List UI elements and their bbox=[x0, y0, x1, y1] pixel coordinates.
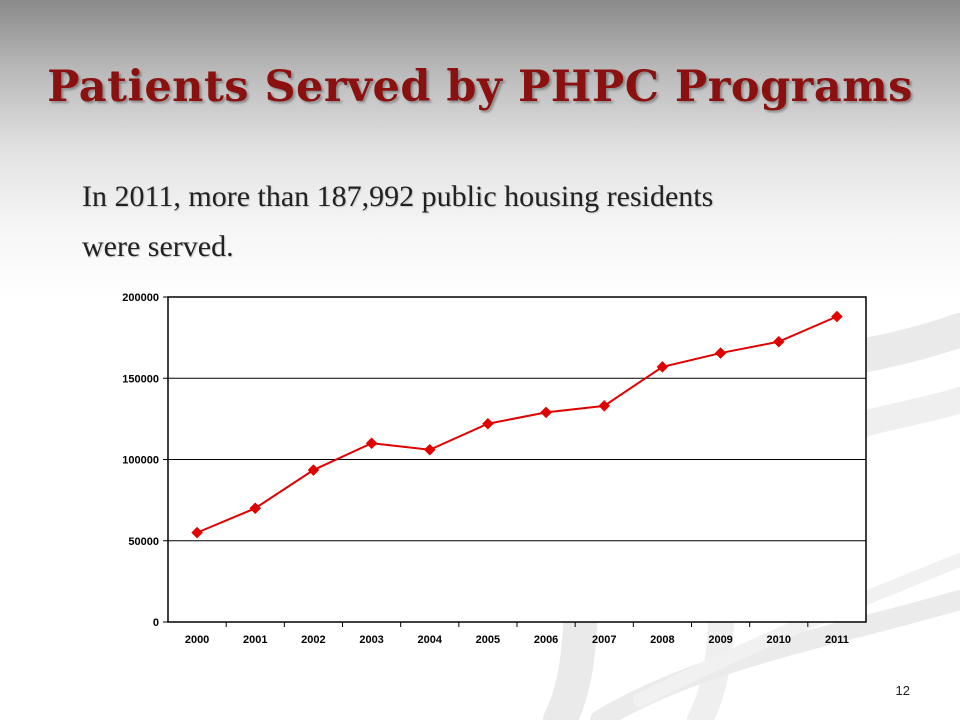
subtitle-line-1: In 2011, more than 187,992 public housing residents bbox=[82, 180, 714, 213]
subtitle-line-2: were served. bbox=[82, 230, 234, 263]
x-tick-label: 2002 bbox=[301, 634, 326, 646]
x-tick-label: 2007 bbox=[592, 634, 617, 646]
y-tick-label: 50000 bbox=[128, 535, 159, 548]
x-tick-label: 2011 bbox=[824, 634, 849, 646]
x-tick-label: 2005 bbox=[475, 634, 501, 646]
y-tick-label: 100000 bbox=[122, 454, 159, 467]
x-tick-label: 2010 bbox=[766, 634, 791, 646]
page-number: 12 bbox=[895, 683, 910, 698]
x-tick-label: 2009 bbox=[708, 634, 733, 646]
x-tick-label: 2000 bbox=[184, 634, 210, 646]
y-tick-label: 150000 bbox=[122, 373, 159, 386]
x-tick-label: 2001 bbox=[243, 634, 268, 646]
x-tick-label: 2003 bbox=[359, 634, 384, 646]
y-tick-label: 0 bbox=[152, 617, 159, 629]
y-tick-label: 200000 bbox=[122, 292, 159, 304]
x-tick-label: 2008 bbox=[650, 634, 675, 646]
page-title: Patients Served by PHPC Programs bbox=[47, 62, 913, 112]
x-tick-label: 2004 bbox=[417, 634, 442, 646]
x-tick-label: 2006 bbox=[533, 634, 559, 646]
